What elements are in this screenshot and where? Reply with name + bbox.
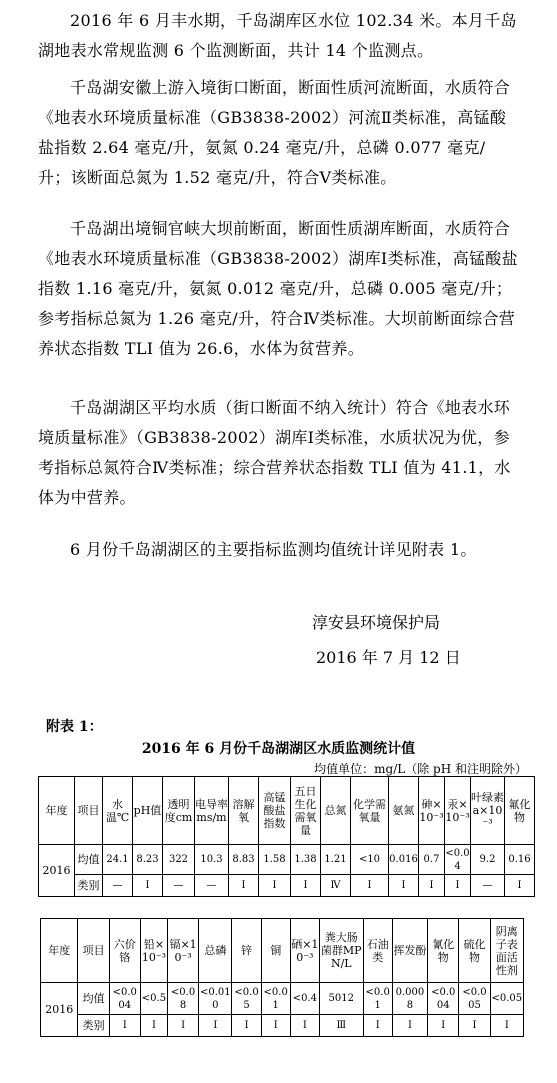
- mean-cell: <10: [351, 845, 389, 875]
- class-cell: Ⅰ: [392, 1015, 427, 1037]
- mean-cell: 322: [163, 845, 195, 875]
- mean-cell: 10.3: [195, 845, 229, 875]
- table-title: 2016 年 6 月份千岛湖湖区水质监测统计值: [141, 741, 416, 757]
- mean-cell: 8.23: [133, 845, 163, 875]
- table-header-row: [39, 777, 535, 845]
- signature-date: 2016 年 7 月 12 日: [316, 648, 461, 667]
- mean-cell: <0.004: [109, 983, 140, 1015]
- class-cell: Ⅰ: [291, 875, 321, 897]
- mean-cell: <0.04: [445, 845, 471, 875]
- class-cell: Ⅰ: [199, 1015, 232, 1037]
- col-header: 溶解氧: [229, 777, 259, 845]
- table-row: [41, 1015, 524, 1037]
- paragraph-jiekou-section: 千岛湖安徽上游入境街口断面，断面性质河流断面，水质符合《地表水环境质量标准（GB3838-2002）河流Ⅱ类标准，高锰酸盐指数 2.64 毫克/升，氨氮 0.24 毫克/升，总磷 0.077 毫克/升；该断面总氮为 1.52 毫克/升，符合Ⅴ类标准。: [38, 78, 511, 187]
- paragraph-appendix-note: 6 月份千岛湖湖区的主要指标监测均值统计详见附表 1。: [70, 540, 477, 559]
- mean-cell: <0.010: [199, 983, 232, 1015]
- class-cell: Ⅲ: [319, 1015, 363, 1037]
- class-cell: Ⅰ: [232, 1015, 261, 1037]
- row-label-mean: 均值: [78, 983, 109, 1015]
- col-header: 氟化物: [505, 777, 535, 845]
- row-label-mean: 均值: [75, 845, 103, 875]
- item-header: 项目: [78, 919, 109, 983]
- year-header: 年度: [41, 919, 78, 983]
- mean-cell: 0.0008: [392, 983, 427, 1015]
- col-header: 高锰酸盐指数: [259, 777, 291, 845]
- stats-table-1: [38, 776, 535, 897]
- mean-cell: 1.58: [259, 845, 291, 875]
- class-cell: Ⅰ: [261, 1015, 290, 1037]
- year-cell: 2016: [41, 983, 78, 1037]
- col-header: 氨氮: [389, 777, 419, 845]
- col-header: 氰化物: [428, 919, 459, 983]
- class-cell: Ⅰ: [389, 875, 419, 897]
- table-unit-note: 均值单位：mg/L（除 pH 和注明除外）: [314, 762, 527, 776]
- mean-cell: <0.01: [363, 983, 392, 1015]
- col-header: 六价铬: [109, 919, 140, 983]
- mean-cell: <0.01: [261, 983, 290, 1015]
- class-cell: Ⅰ: [290, 1015, 319, 1037]
- row-label-class: 类别: [78, 1015, 109, 1037]
- table-row: [39, 845, 535, 875]
- stats-table-2: [40, 918, 524, 1037]
- mean-cell: 0.016: [389, 845, 419, 875]
- table-header-row: [41, 919, 524, 983]
- class-cell: Ⅰ: [419, 875, 445, 897]
- col-header: 硫化物: [459, 919, 490, 983]
- mean-cell: <0.5: [140, 983, 167, 1015]
- col-header: 石油类: [363, 919, 392, 983]
- class-cell: —: [163, 875, 195, 897]
- class-cell: Ⅰ: [459, 1015, 490, 1037]
- col-header: 砷×10⁻³: [419, 777, 445, 845]
- col-header: 铜: [261, 919, 290, 983]
- col-header: 化学需氧量: [351, 777, 389, 845]
- class-cell: Ⅳ: [321, 875, 351, 897]
- class-cell: Ⅰ: [351, 875, 389, 897]
- item-header: 项目: [75, 777, 103, 845]
- col-header: 叶绿素a×10⁻³: [471, 777, 505, 845]
- col-header: 五日生化需氧量: [291, 777, 321, 845]
- mean-cell: 24.1: [103, 845, 133, 875]
- col-header: 总磷: [199, 919, 232, 983]
- col-header: 电导率ms/m: [195, 777, 229, 845]
- col-header: 挥发酚: [392, 919, 427, 983]
- table-row: [39, 875, 535, 897]
- class-cell: Ⅰ: [445, 875, 471, 897]
- mean-cell: 0.16: [505, 845, 535, 875]
- class-cell: Ⅰ: [363, 1015, 392, 1037]
- col-header: 镉×10⁻³: [167, 919, 198, 983]
- col-header: 粪大肠菌群MPN/L: [319, 919, 363, 983]
- col-header: 水温℃: [103, 777, 133, 845]
- mean-cell: <0.08: [167, 983, 198, 1015]
- mean-cell: <0.05: [490, 983, 523, 1015]
- class-cell: Ⅰ: [490, 1015, 523, 1037]
- signature-org: 淳安县环境保护局: [312, 613, 441, 632]
- year-cell: 2016: [39, 845, 75, 897]
- class-cell: Ⅰ: [167, 1015, 198, 1037]
- class-cell: Ⅰ: [229, 875, 259, 897]
- table-row: [41, 983, 524, 1015]
- col-header: 硒×10⁻³: [290, 919, 319, 983]
- paragraph-dam-section: 千岛湖出境铜官峡大坝前断面，断面性质湖库断面，水质符合《地表水环境质量标准（GB3838-2002）湖库Ⅰ类标准，高锰酸盐指数 1.16 毫克/升，氨氮 0.012 毫克/升，总磷 0.005 毫克/升；参考指标总氮为 1.26 毫克/升，符合Ⅳ类标准。大坝前断面综合营养状态指数 TLI 值为 26.6，水体为贫营养。: [38, 219, 518, 358]
- mean-cell: 8.83: [229, 845, 259, 875]
- paragraph-water-level: 2016 年 6 月丰水期，千岛湖库区水位 102.34 米。本月千岛湖地表水常规监测 6 个监测断面，共计 14 个监测点。: [38, 11, 517, 60]
- paragraph-lake-average: 千岛湖湖区平均水质（街口断面不纳入统计）符合《地表水环境质量标准》（GB3838-2002）湖库Ⅰ类标准，水质状况为优，参考指标总氮符合Ⅳ类标准；综合营养状态指数 TLI 值为 41.1，水体为中营养。: [38, 398, 511, 507]
- col-header: 阴离子表面活性剂: [490, 919, 523, 983]
- class-cell: Ⅰ: [109, 1015, 140, 1037]
- col-header: 总氮: [321, 777, 351, 845]
- mean-cell: 5012: [319, 983, 363, 1015]
- row-label-class: 类别: [75, 875, 103, 897]
- class-cell: —: [471, 875, 505, 897]
- year-header: 年度: [39, 777, 75, 845]
- col-header: pH值: [133, 777, 163, 845]
- mean-cell: 1.38: [291, 845, 321, 875]
- mean-cell: 1.21: [321, 845, 351, 875]
- class-cell: Ⅰ: [505, 875, 535, 897]
- mean-cell: <0.005: [459, 983, 490, 1015]
- mean-cell: <0.004: [428, 983, 459, 1015]
- col-header: 汞×10⁻³: [445, 777, 471, 845]
- mean-cell: 0.7: [419, 845, 445, 875]
- mean-cell: <0.4: [290, 983, 319, 1015]
- mean-cell: 9.2: [471, 845, 505, 875]
- col-header: 透明度cm: [163, 777, 195, 845]
- class-cell: Ⅰ: [259, 875, 291, 897]
- class-cell: —: [103, 875, 133, 897]
- class-cell: —: [195, 875, 229, 897]
- col-header: 锌: [232, 919, 261, 983]
- appendix-label: 附表 1：: [46, 719, 103, 735]
- mean-cell: <0.05: [232, 983, 261, 1015]
- class-cell: Ⅰ: [140, 1015, 167, 1037]
- class-cell: Ⅰ: [428, 1015, 459, 1037]
- class-cell: Ⅰ: [133, 875, 163, 897]
- col-header: 铅×10⁻³: [140, 919, 167, 983]
